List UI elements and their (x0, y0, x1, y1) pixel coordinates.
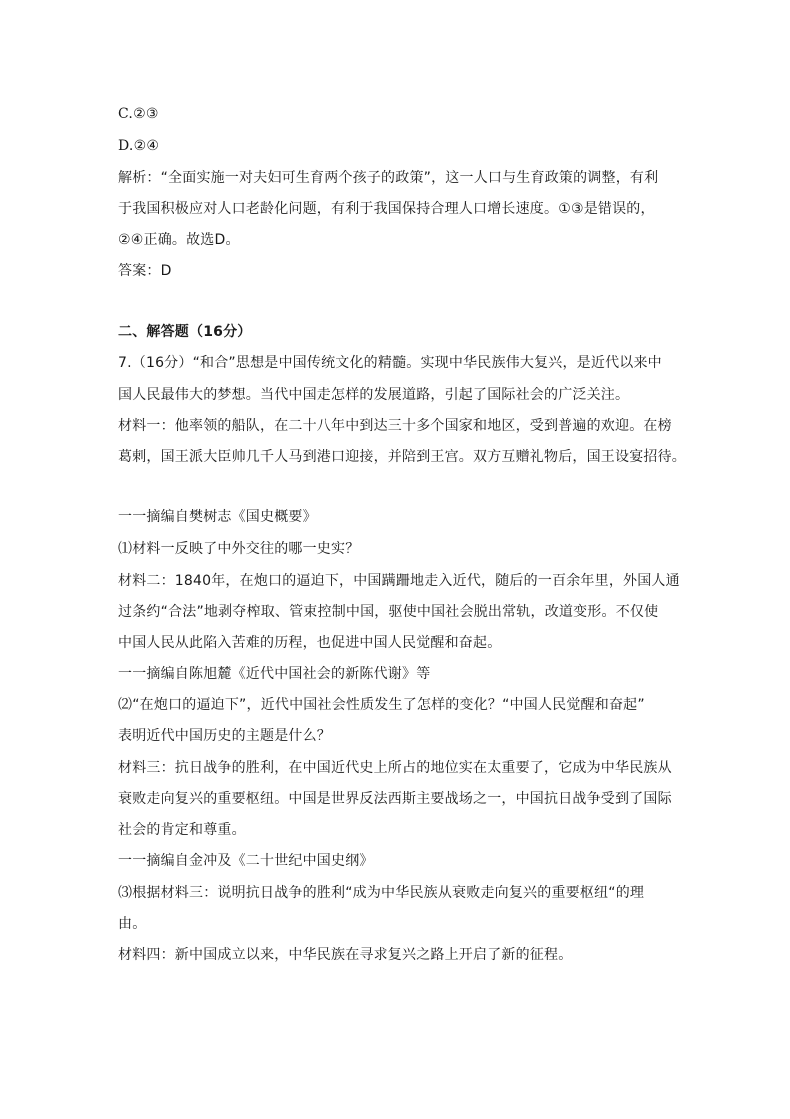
option-d: D.②④ (118, 138, 160, 154)
subquestion-1: ⑴材料一反映了中外交往的哪一史实？ (118, 541, 360, 557)
subquestion-2-line-2: 表明近代中国历史的主题是什么？ (118, 728, 331, 744)
answer-line: 答案：D (118, 263, 172, 279)
analysis-line-3: ②④正确。故选D。 (118, 232, 240, 248)
question7-line-2: 国人民最伟大的梦想。当代中国走怎样的发展道路，引起了国际社会的广泛关注。 (118, 387, 630, 403)
material2-line-2: 过条约“合法”地剥夺榨取、管束控制中国，驱使中国社会脱出常轨，改道变形。不仅使 (118, 604, 659, 620)
material3-line-1: 材料三：抗日战争的胜利，在中国近代史上所占的地位实在太重要了，它成为中华民族从 (118, 760, 672, 776)
material2-line-1: 材料二：1840年，在炮口的逼迫下，中国蹒跚地走入近代，随后的一百余年里，外国人通 (118, 573, 680, 589)
subquestion-2-line-1: ⑵“在炮口的逼迫下”，近代中国社会性质发生了怎样的变化？“中国人民觉醒和奋起” (118, 697, 645, 713)
material1-line-1: 材料一：他率领的船队，在二十八年中到达三十多个国家和地区，受到普遍的欢迎。在榜 (118, 418, 672, 434)
material4-line-1: 材料四：新中国成立以来，中华民族在寻求复兴之路上开启了新的征程。 (118, 947, 573, 963)
source-3: 一一摘编自金冲及《二十世纪中国史纲》 (118, 853, 374, 869)
analysis-line-2: 于我国积极应对人口老龄化问题，有利于我国保持合理人口增长速度。①③是错误的， (118, 201, 655, 217)
question7-line-1: 7.（16分）“和合”思想是中国传统文化的精髓。实现中华民族伟大复兴，是近代以来中 (118, 355, 662, 371)
subquestion-3-line-2: 由。 (118, 916, 147, 932)
section-title: 二、解答题（16分） (118, 324, 252, 340)
subquestion-3-line-1: ⑶根据材料三：说明抗日战争的胜利“成为中华民族从衰败走向复兴的重要枢纽“的理 (118, 885, 645, 901)
material2-line-3: 中国人民从此陷入苦难的历程，也促进中国人民觉醒和奋起。 (118, 635, 502, 651)
material3-line-3: 社会的肯定和尊重。 (118, 822, 246, 838)
material3-line-2: 衰败走向复兴的重要枢纽。中国是世界反法西斯主要战场之一，中国抗日战争受到了国际 (118, 791, 672, 807)
option-c: C.②③ (118, 106, 159, 122)
source-1: 一一摘编自樊树志《国史概要》 (118, 509, 317, 525)
analysis-line-1: 解析：“全面实施一对夫妇可生育两个孩子的政策”，这一人口与生育政策的调整，有利 (118, 170, 659, 186)
material1-line-2: 葛剌，国王派大臣帅几千人马到港口迎接，并陪到王宫。双方互赠礼物后，国王设宴招待。 (118, 449, 686, 465)
source-2: 一一摘编自陈旭麓《近代中国社会的新陈代谢》等 (118, 666, 431, 682)
